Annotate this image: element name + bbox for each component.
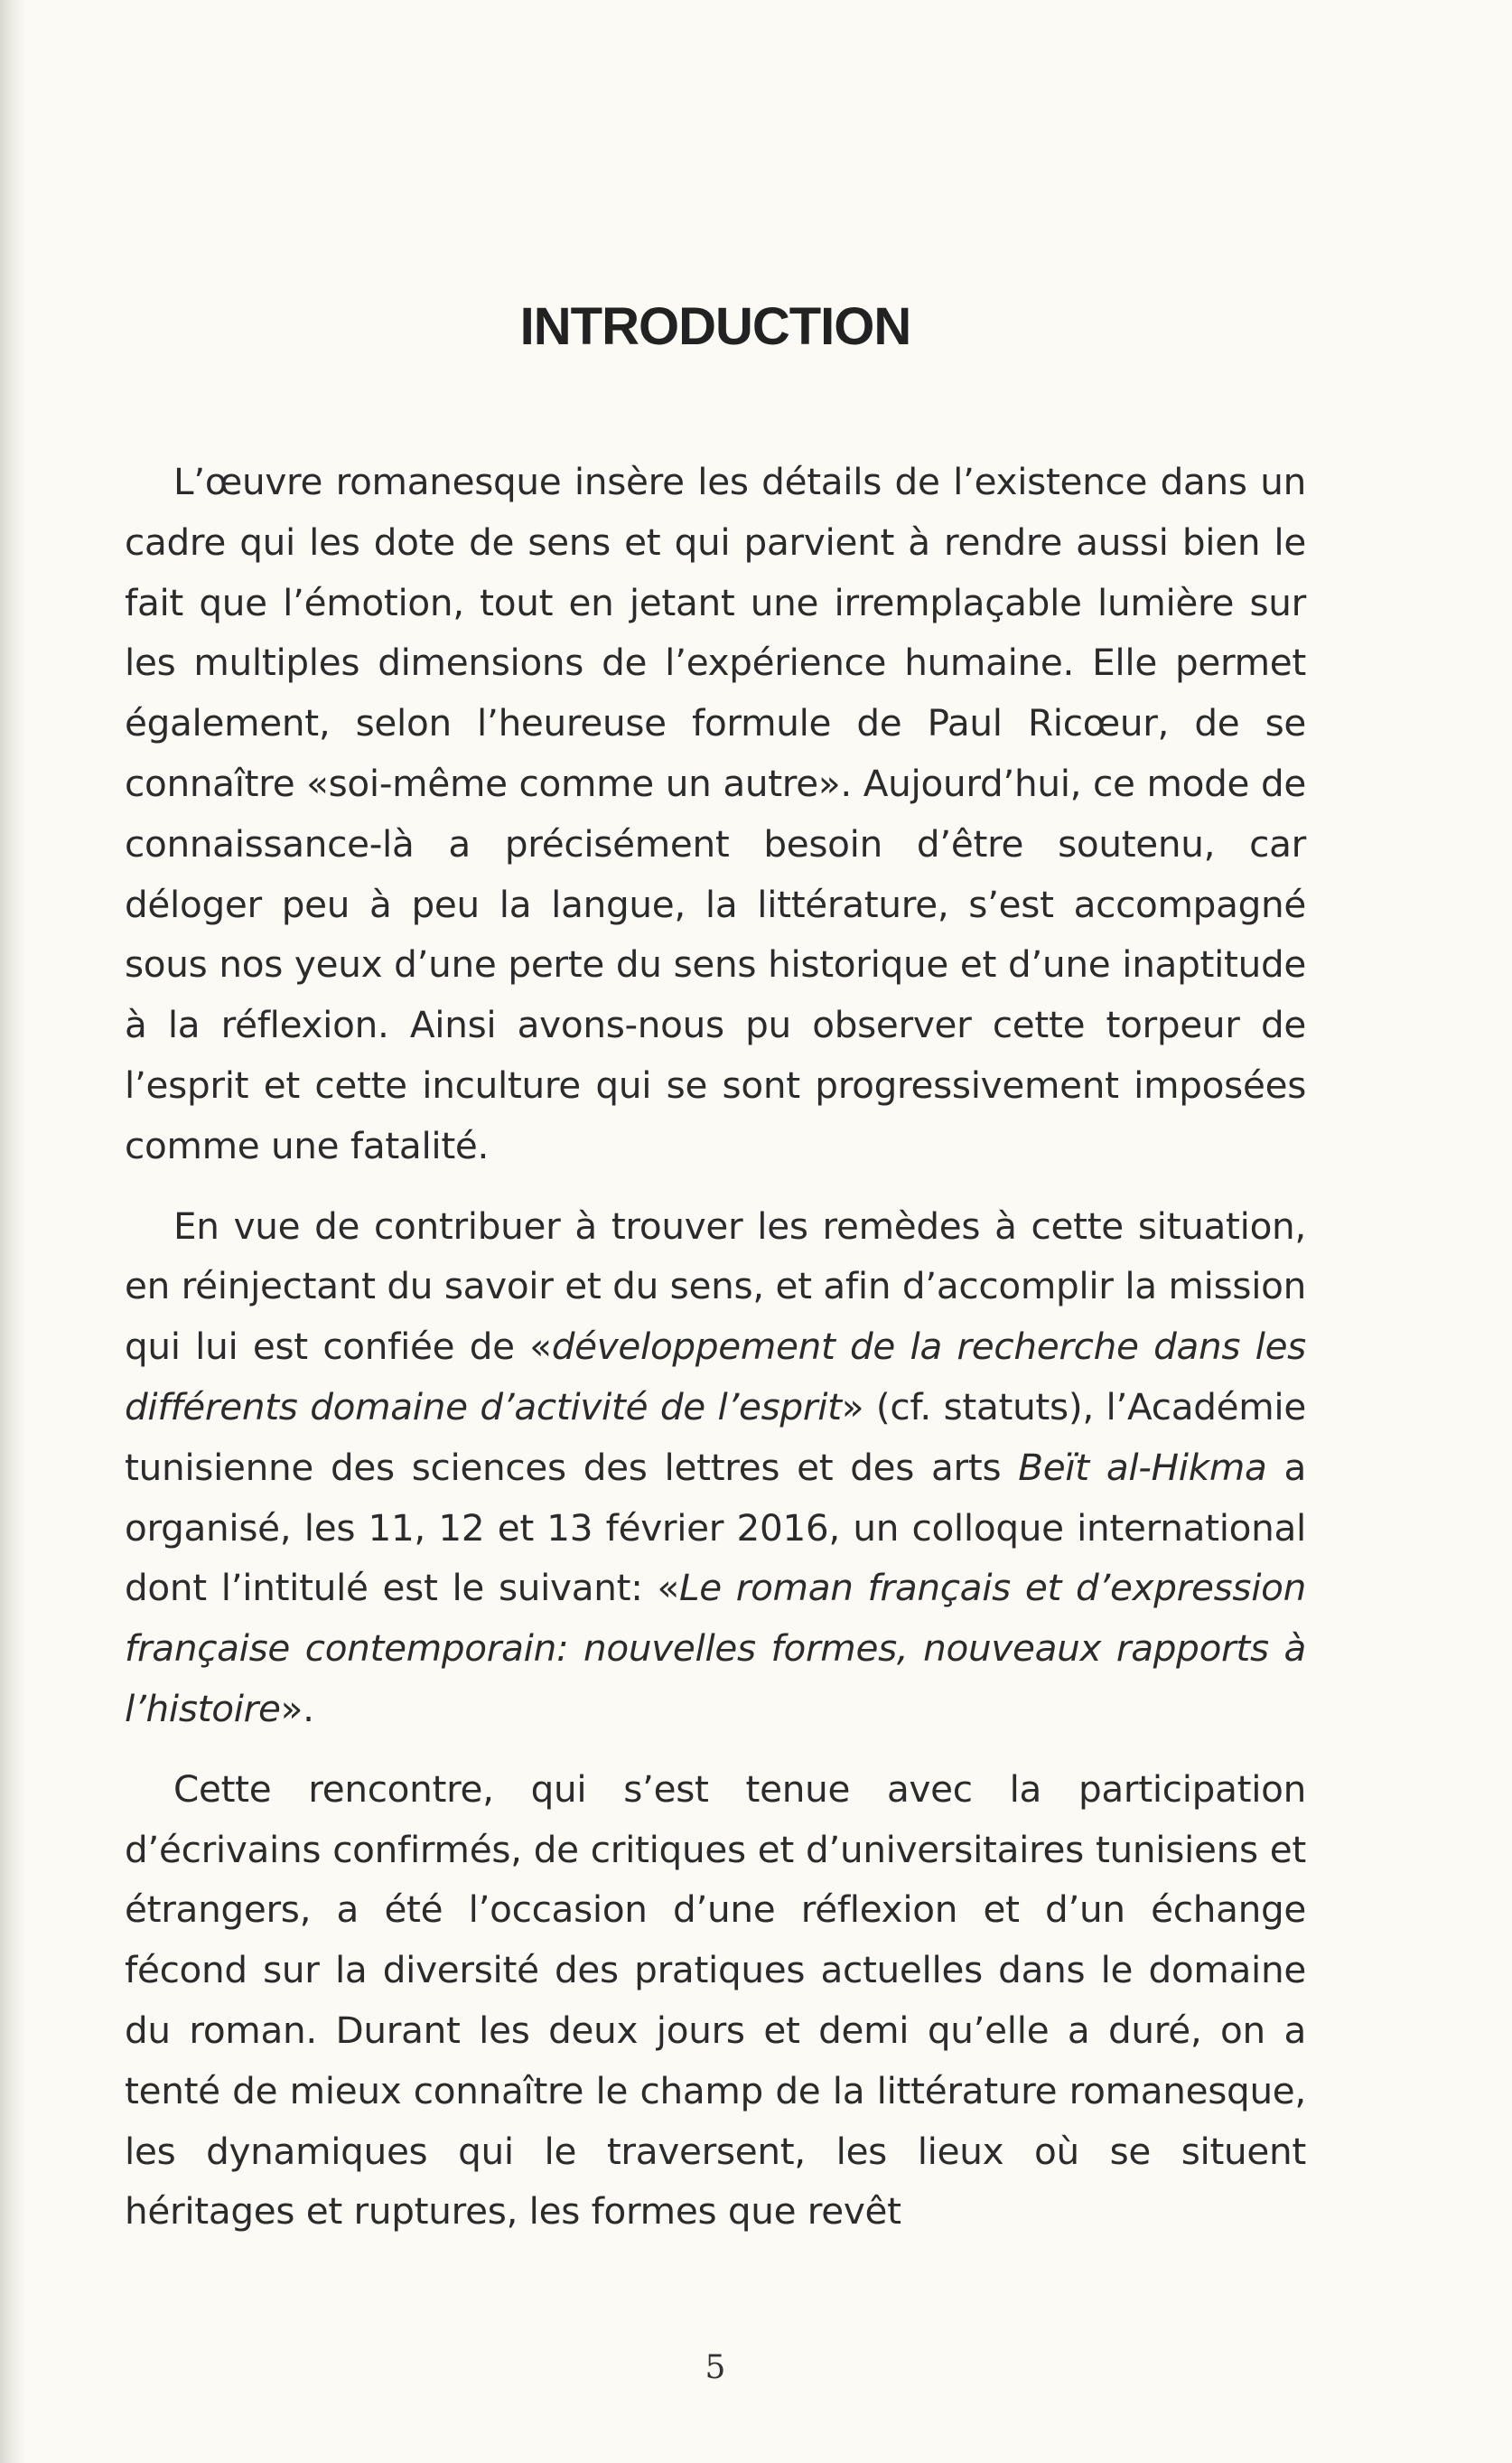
- body-text: [125, 452, 1306, 2262]
- italic-text-run: développement de la recherche dans les différents domaine d’activité de l’esprit: [125, 1325, 1306, 1428]
- text-run: » (cf. statuts), l’Académie tunisienne des sciences des lettres et des arts: [125, 1384, 1306, 1489]
- italic-text-run: Beït al-Hikma: [1018, 1445, 1267, 1489]
- text-run: ».: [280, 1686, 314, 1730]
- text-run: a organisé, les 11, 12 et 13 février 2016, un colloque international dont l’intitulé est le suivant: «: [125, 1445, 1307, 1610]
- page-title: INTRODUCTION: [519, 297, 911, 356]
- paragraph: [125, 1196, 1306, 1739]
- paragraph: [125, 1759, 1306, 2242]
- book-page: [125, 271, 1307, 2386]
- text-run: L’œuvre romanesque insère les détails de l’existence dans un cadre qui les dote de sens et qui parvient à rendre aussi bien le fait que l’émotion, tout en jetant une irremplaçable lumière sur les multiples dimensions de l’expérience humaine. Elle permet également, selon l’heureuse formule de Paul Ricœur, de se connaître «soi-même comme un autre». Aujourd’hui, ce mode de connaissance-là a précisément besoin d’être soutenu, car déloger peu à peu la langue, la littérature, s’est accompagné sous nos yeux d’une perte du sens historique et d’une inaptitude à la réflexion. Ainsi avons-nous pu observer cette torpeur de l’esprit et cette inculture qui se sont progressivement imposées comme une fatalité.: [125, 460, 1306, 1167]
- page-gutter-shadow: [0, 0, 25, 2463]
- italic-text-run: Le roman français et d’expression française contemporain: nouvelles formes, nouveaux rapports à l’histoire: [125, 1566, 1307, 1730]
- text-run: Cette rencontre, qui s’est tenue avec la participation d’écrivains confirmés, de critiques et d’universitaires tunisiens et étrangers, a été l’occasion d’une réflexion et d’un échange fécond sur la diversité des pratiques actuelles dans le domaine du roman. Durant les deux jours et demi qu’elle a duré, on a tenté de mieux connaître le champ de la littérature romanesque, les dynamiques qui le traversent, les lieux où se situent héritages et ruptures, les formes que revêt: [125, 1766, 1306, 2234]
- text-run: En vue de contribuer à trouver les remèdes à cette situation, en réinjectant du savoir et du sens, et afin d’accomplir la mission qui lui est confiée de «: [125, 1203, 1306, 1369]
- paragraph: [125, 452, 1306, 1176]
- page-number: 5: [705, 2349, 726, 2386]
